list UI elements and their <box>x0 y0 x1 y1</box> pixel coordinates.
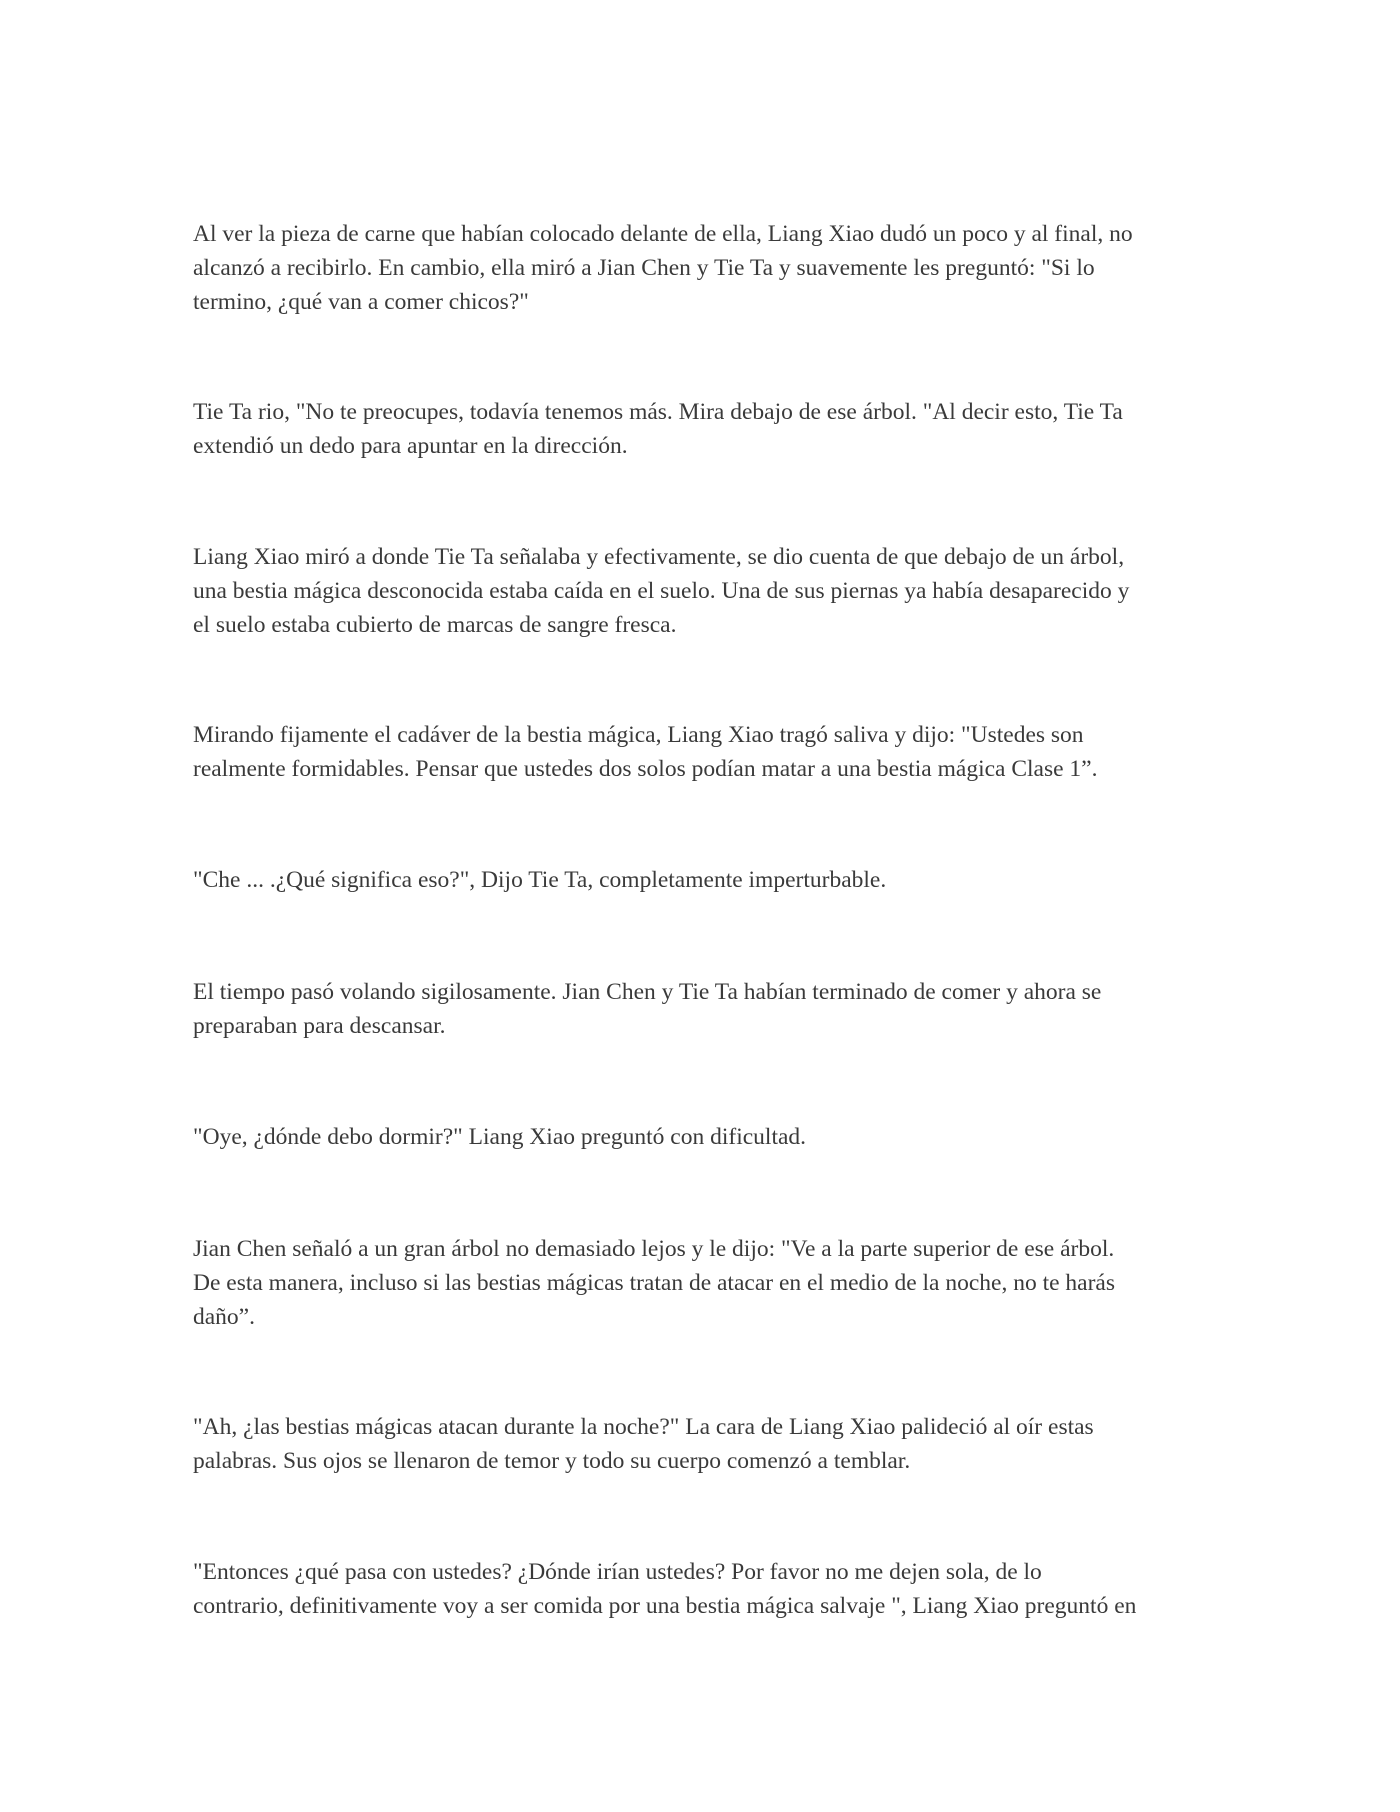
paragraph-line: De esta manera, incluso si las bestias mágicas tratan de atacar en el medio de la noche, no te harás <box>193 1270 1115 1296</box>
paragraph-line: Tie Ta rio, "No te preocupes, todavía tenemos más. Mira debajo de ese árbol. "Al decir esto, Tie Ta <box>193 399 1123 425</box>
paragraph-line: contrario, definitivamente voy a ser comida por una bestia mágica salvaje ", Liang Xiao preguntó en <box>193 1593 1137 1619</box>
paragraph-line: extendió un dedo para apuntar en la dirección. <box>193 433 628 459</box>
paragraph-line: "Oye, ¿dónde debo dormir?" Liang Xiao preguntó con dificultad. <box>193 1124 807 1150</box>
paragraph-line: Liang Xiao miró a donde Tie Ta señalaba y efectivamente, se dio cuenta de que debajo de un árbol, <box>193 544 1125 570</box>
paragraph-line: realmente formidables. Pensar que ustedes dos solos podían matar a una bestia mágica Clase 1”. <box>193 756 1098 782</box>
paragraph-line: una bestia mágica desconocida estaba caída en el suelo. Una de sus piernas ya había desaparecido y <box>193 578 1130 604</box>
paragraph-line: Mirando fijamente el cadáver de la bestia mágica, Liang Xiao tragó saliva y dijo: "Ustedes son <box>193 722 1084 748</box>
paragraph-line: Jian Chen señaló a un gran árbol no demasiado lejos y le dijo: "Ve a la parte superior de ese árbol. <box>193 1236 1115 1262</box>
paragraph-4 <box>193 718 1223 786</box>
paragraph-line: alcanzó a recibirlo. En cambio, ella miró a Jian Chen y Tie Ta y suavemente les preguntó: "Si lo <box>193 255 1095 281</box>
paragraph-7 <box>193 1120 1223 1154</box>
paragraph-line: daño”. <box>193 1304 255 1330</box>
paragraph-line: palabras. Sus ojos se llenaron de temor y todo su cuerpo comenzó a temblar. <box>193 1448 911 1474</box>
paragraph-6 <box>193 975 1223 1043</box>
paragraph-line: "Che ... .¿Qué significa eso?", Dijo Tie Ta, completamente imperturbable. <box>193 867 887 893</box>
paragraph-line: "Ah, ¿las bestias mágicas atacan durante la noche?" La cara de Liang Xiao palideció al oír estas <box>193 1414 1094 1440</box>
paragraph-line: preparaban para descansar. <box>193 1013 446 1039</box>
paragraph-9 <box>193 1410 1223 1478</box>
paragraph-line: el suelo estaba cubierto de marcas de sangre fresca. <box>193 612 677 638</box>
paragraph-8 <box>193 1232 1223 1334</box>
paragraph-10 <box>193 1555 1223 1623</box>
paragraph-1 <box>193 217 1223 319</box>
paragraph-line: El tiempo pasó volando sigilosamente. Jian Chen y Tie Ta habían terminado de comer y ahora se <box>193 979 1102 1005</box>
paragraph-line: Al ver la pieza de carne que habían colocado delante de ella, Liang Xiao dudó un poco y al final, no <box>193 221 1133 247</box>
paragraph-line: "Entonces ¿qué pasa con ustedes? ¿Dónde irían ustedes? Por favor no me dejen sola, de lo <box>193 1559 1042 1585</box>
paragraph-2 <box>193 395 1223 463</box>
paragraph-5 <box>193 863 1223 897</box>
paragraph-line: termino, ¿qué van a comer chicos?" <box>193 289 529 315</box>
paragraph-3 <box>193 540 1223 642</box>
